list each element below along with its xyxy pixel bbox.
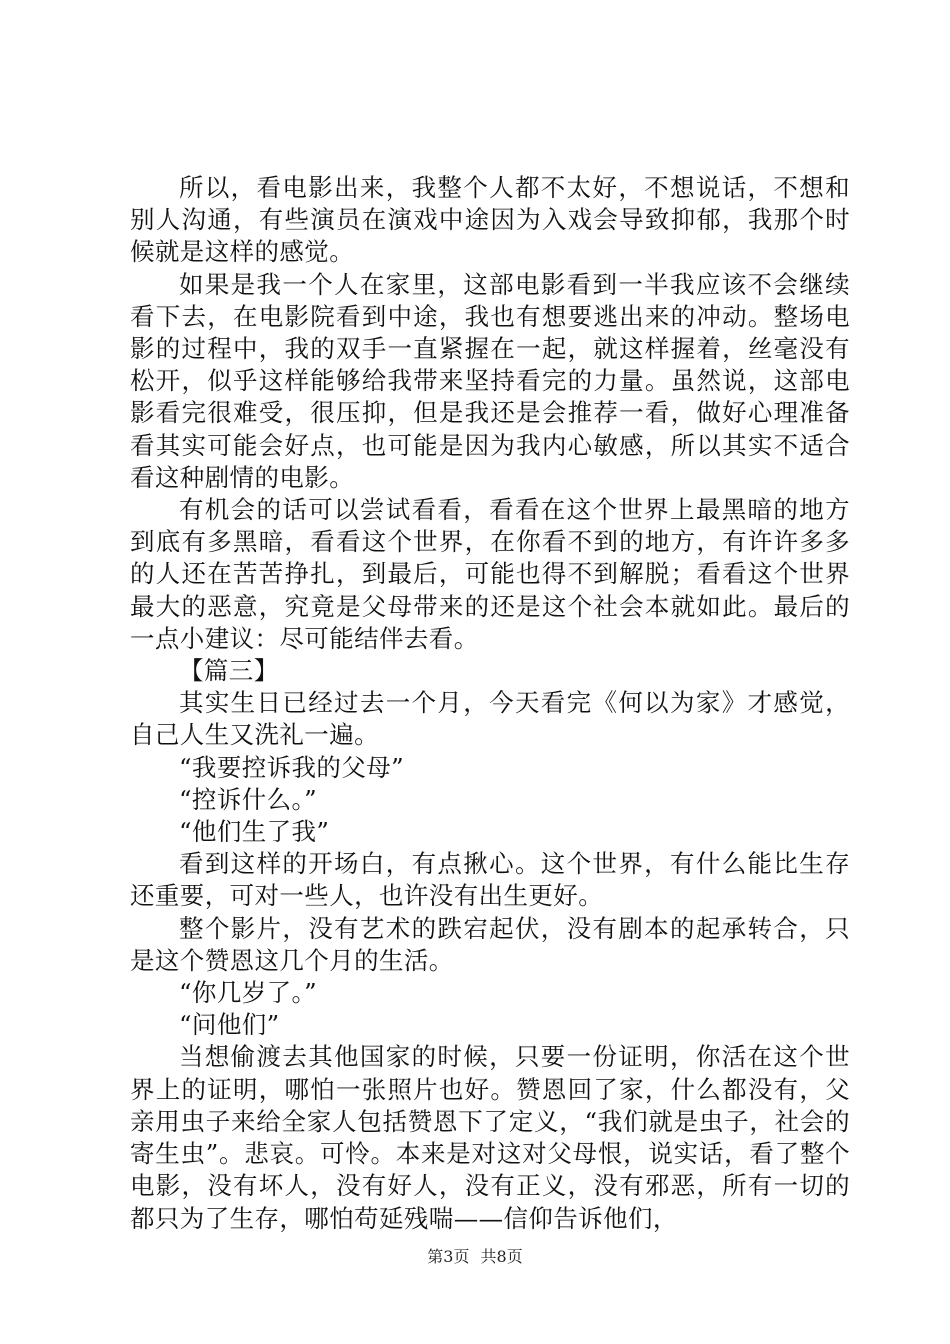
paragraph: 如果是我一个人在家里，这部电影看到一半我应该不会继续看下去，在电影院看到中途，我也有想要逃出来的冲动。整场电影的过程中，我的双手一直紧握在一起，就这样握着，丝毫没有松开，似乎这样能够给我带来坚持看完的力量。虽然说，这部电影看完很难受，很压抑，但是我还是会推荐一看，做好心理准备看其实可能会好点，也可能是因为我内心敏感，所以其实不适合看这种剧情的电影。 — [130, 269, 850, 492]
dialogue-line: “问他们” — [179, 1010, 280, 1040]
paragraph: 其实生日已经过去一个月，今天看完《何以为家》才感觉，自己人生又洗礼一遍。 — [130, 688, 850, 750]
paragraph: 看到这样的开场白，有点揪心。这个世界，有什么能比生存还重要，可对一些人，也许没有出生更好。 — [130, 849, 850, 911]
paragraph: 整个影片，没有艺术的跌宕起伏，没有剧本的起承转合，只是这个赞恩这几个月的生活。 — [130, 913, 850, 975]
page-footer — [0, 1244, 950, 1267]
page-total: 共8页 — [480, 1247, 523, 1266]
dialogue-line: “他们生了我” — [179, 817, 330, 847]
paragraph: 所以，看电影出来，我整个人都不太好，不想说话，不想和别人沟通，有些演员在演戏中途因为入戏会导致抑郁，我那个时候就是这样的感觉。 — [130, 173, 850, 267]
dialogue-line: “控诉什么。” — [179, 784, 318, 814]
dialogue-line: “你几岁了。” — [179, 978, 318, 1008]
section-heading: 【篇三】 — [179, 656, 279, 686]
page-number: 第3页 — [427, 1247, 470, 1266]
paragraph: 当想偷渡去其他国家的时候，只要一份证明，你活在这个世界上的证明，哪怕一张照片也好。赞恩回了家，什么都没有，父亲用虫子来给全家人包括赞恩下了定义，“我们就是虫子，社会的寄生虫”。悲哀。可怜。本来是对这对父母恨，说实话，看了整个电影，没有坏人，没有好人，没有正义，没有邪恶，所有一切的都只为了生存，哪怕苟延残喘——信仰告诉他们， — [130, 1042, 850, 1233]
paragraph: 有机会的话可以尝试看看，看看在这个世界上最黑暗的地方到底有多黑暗，看看这个世界，在你看不到的地方，有许许多多的人还在苦苦挣扎，到最后，可能也得不到解脱；看看这个世界最大的恶意，究竟是父母带来的还是这个社会本就如此。最后的一点小建议：尽可能结伴去看。 — [130, 495, 850, 653]
dialogue-line: “我要控诉我的父母” — [179, 752, 405, 782]
document-body — [130, 172, 850, 1235]
